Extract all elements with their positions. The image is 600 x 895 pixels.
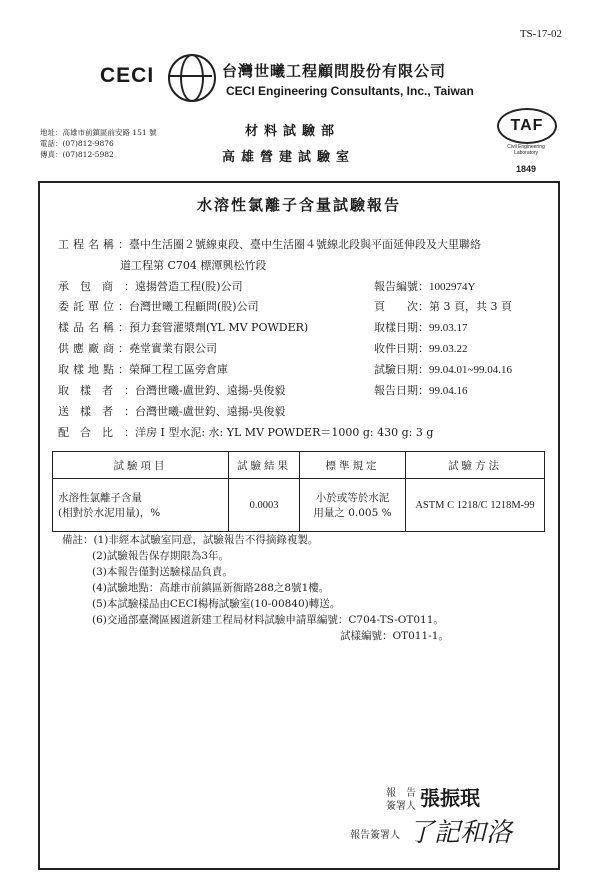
cell-test-item: 水溶性氯離子含量 (相對於水泥用量)，% [53, 479, 229, 532]
field-contractor: 承包商：遠揚營造工程(股)公司 [58, 280, 243, 293]
globe-logo-icon [168, 54, 216, 102]
results-table [52, 451, 545, 532]
header-test-item: 試驗項目 [53, 452, 229, 479]
header-test-result: 試驗結果 [229, 452, 300, 479]
field-project-line2: 道工程第 C704 標潭興松竹段 [120, 259, 267, 272]
report-title: 水溶性氯離子含量試驗報告 [196, 196, 401, 214]
note-line: (4)試驗地點：高雄市前鎮區新衙路288之8號1樓。 [92, 582, 330, 594]
field-page: 頁 次：第 3 頁，共 3 頁 [374, 300, 512, 313]
ceci-logo-text: CECI [100, 64, 155, 87]
note-line: (5)本試驗樣品由CECI楊梅試驗室(10-00840)轉送。 [92, 598, 341, 610]
field-sampling-place: 取樣地點：榮輝工程工區旁倉庫 [58, 363, 228, 376]
note-line: (2)試驗報告保存期限為3年。 [92, 550, 230, 562]
taf-number: 1849 [515, 164, 537, 174]
field-sample-name: 樣品名稱：預力套管灌漿劑(YL MV POWDER) [58, 321, 309, 334]
company-name-cn: 台灣世曦工程顧問股份有限公司 [222, 62, 447, 80]
field-sampler: 取樣者：台灣世曦-盧世鈞、遠揚-吳俊毅 [58, 384, 286, 397]
table-header-row [53, 452, 545, 479]
signer1-label-b: 簽署人 [386, 801, 416, 812]
cell-test-method: ASTM C 1218/C 1218M-99 [406, 479, 545, 532]
field-report-no: 報告編號：1002974Y [374, 280, 476, 293]
signer2-label: 報告簽署人 [350, 830, 400, 841]
field-mix-ratio: 配合比：洋房 I 型水泥: 水: YL MV POWDER＝1000 g: 430 g: 3 g [58, 426, 434, 439]
taf-logo: TAF [497, 108, 557, 144]
taf-caption: Civil Engineering Laboratory [507, 144, 545, 156]
fax: 傳真：(07)812-5982 [40, 150, 114, 159]
table-row [53, 479, 545, 532]
field-test-date: 試驗日期：99.04.01~99.04.16 [374, 363, 512, 376]
field-supplier: 供應廠商：堯堂實業有限公司 [58, 342, 217, 355]
note-line: (3)本報告僅對送驗樣品負責。 [92, 566, 233, 578]
address: 地址：高雄市前鎮區前安路 151 號 [40, 128, 157, 137]
field-client: 委託單位：台灣世曦工程顧問(股)公司 [58, 300, 259, 313]
field-report-date: 報告日期：99.04.16 [374, 384, 468, 397]
field-project: 工程名稱：臺中生活圈２號線東段、臺中生活圈４號線北段與平面延伸段及大里聯絡 [58, 238, 481, 251]
note-line: (6)交通部臺灣區國道新建工程局材料試驗申請單編號：C704-TS-OT011。 [92, 614, 444, 626]
field-received-date: 收件日期：99.03.22 [374, 342, 468, 355]
cell-standard: 小於或等於水泥 用量之 0.005 % [300, 479, 406, 532]
phone: 電話：(07)812-9876 [40, 139, 114, 148]
notes [62, 532, 449, 644]
field-sampling-date: 取樣日期：99.03.17 [374, 321, 468, 334]
note-line: 試樣編號：OT011-1。 [340, 630, 449, 642]
note-line: 備註：(1)非經本試驗室同意，試驗報告不得摘錄複製。 [62, 534, 319, 546]
department-name: 材料試驗部 [245, 124, 341, 139]
field-submitter: 送樣者：台灣世曦-盧世鈞、遠揚-吳俊毅 [58, 405, 286, 418]
header-standard: 標準規定 [300, 452, 406, 479]
lab-name: 高雄營建試驗室 [222, 150, 356, 165]
signer1-name: 張振珉 [420, 786, 480, 810]
cell-test-result: 0.0003 [229, 479, 300, 532]
header-test-method: 試驗方法 [406, 452, 545, 479]
document-number: TS-17-02 [519, 28, 562, 40]
company-name-en: CECI Engineering Consultants, Inc., Taiwan [226, 84, 474, 98]
signer1-label-a: 報 告 [386, 788, 416, 799]
signer2-signature: 了記和洛 [408, 818, 513, 848]
